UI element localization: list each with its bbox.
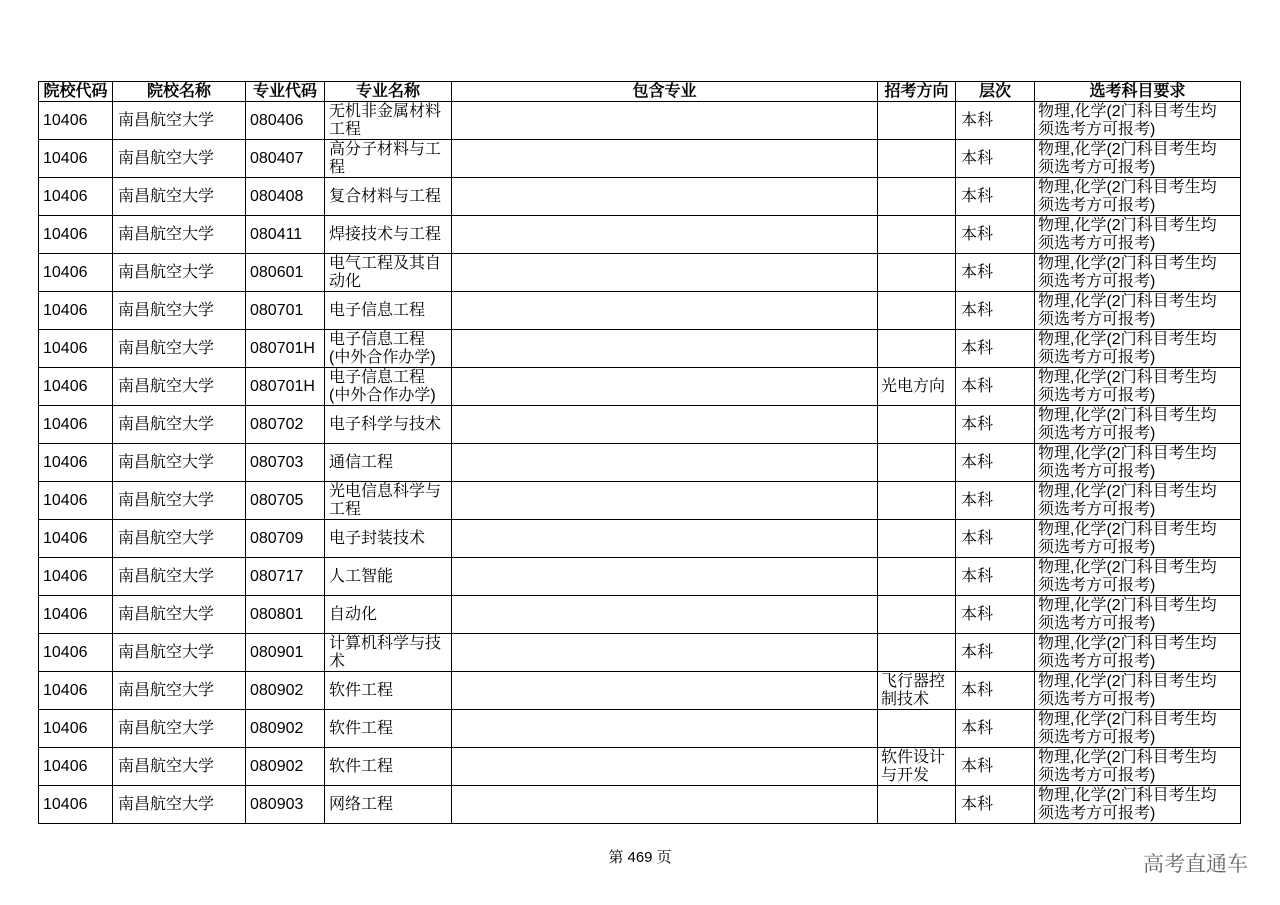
cell-subject-requirement: 物理,化学(2门科目考生均须选考方可报考) xyxy=(1035,482,1241,520)
table-row xyxy=(39,178,1241,216)
cell-subject-requirement: 物理,化学(2门科目考生均须选考方可报考) xyxy=(1035,140,1241,178)
page-number: 第 469 页 xyxy=(608,849,672,866)
cell-level: 本科 xyxy=(956,140,1035,178)
cell-major-code: 080406 xyxy=(246,102,325,140)
cell-included-majors xyxy=(452,786,878,824)
cell-major-code: 080903 xyxy=(246,786,325,824)
cell-included-majors xyxy=(452,216,878,254)
cell-direction xyxy=(878,710,956,748)
cell-subject-requirement: 物理,化学(2门科目考生均须选考方可报考) xyxy=(1035,368,1241,406)
cell-major-code: 080701H xyxy=(246,330,325,368)
cell-major-code: 080407 xyxy=(246,140,325,178)
table-row xyxy=(39,254,1241,292)
cell-school-name: 南昌航空大学 xyxy=(113,140,246,178)
cell-included-majors xyxy=(452,330,878,368)
header-major-code: 专业代码 xyxy=(246,82,325,102)
cell-direction: 软件设计与开发 xyxy=(878,748,956,786)
cell-included-majors xyxy=(452,672,878,710)
cell-major-name: 高分子材料与工程 xyxy=(325,140,452,178)
cell-subject-requirement: 物理,化学(2门科目考生均须选考方可报考) xyxy=(1035,558,1241,596)
table-row xyxy=(39,558,1241,596)
cell-school-name: 南昌航空大学 xyxy=(113,330,246,368)
cell-school-code: 10406 xyxy=(39,786,113,824)
cell-major-code: 080901 xyxy=(246,634,325,672)
cell-major-name: 软件工程 xyxy=(325,672,452,710)
cell-major-name: 电子信息工程(中外合作办学) xyxy=(325,368,452,406)
cell-school-name: 南昌航空大学 xyxy=(113,444,246,482)
cell-direction xyxy=(878,520,956,558)
cell-subject-requirement: 物理,化学(2门科目考生均须选考方可报考) xyxy=(1035,748,1241,786)
cell-subject-requirement: 物理,化学(2门科目考生均须选考方可报考) xyxy=(1035,520,1241,558)
cell-major-name: 电子科学与技术 xyxy=(325,406,452,444)
cell-included-majors xyxy=(452,406,878,444)
cell-level: 本科 xyxy=(956,786,1035,824)
cell-major-name: 光电信息科学与工程 xyxy=(325,482,452,520)
cell-school-name: 南昌航空大学 xyxy=(113,178,246,216)
table-row xyxy=(39,216,1241,254)
cell-major-name: 计算机科学与技术 xyxy=(325,634,452,672)
cell-level: 本科 xyxy=(956,178,1035,216)
table-row xyxy=(39,102,1241,140)
cell-school-code: 10406 xyxy=(39,748,113,786)
cell-school-code: 10406 xyxy=(39,216,113,254)
cell-school-name: 南昌航空大学 xyxy=(113,558,246,596)
cell-major-name: 人工智能 xyxy=(325,558,452,596)
cell-major-code: 080902 xyxy=(246,672,325,710)
cell-major-code: 080411 xyxy=(246,216,325,254)
cell-school-name: 南昌航空大学 xyxy=(113,710,246,748)
table-row xyxy=(39,672,1241,710)
cell-school-code: 10406 xyxy=(39,520,113,558)
header-subject-requirement: 选考科目要求 xyxy=(1035,82,1241,102)
cell-school-name: 南昌航空大学 xyxy=(113,216,246,254)
cell-included-majors xyxy=(452,178,878,216)
cell-level: 本科 xyxy=(956,748,1035,786)
cell-school-name: 南昌航空大学 xyxy=(113,748,246,786)
cell-school-name: 南昌航空大学 xyxy=(113,634,246,672)
header-school-name: 院校名称 xyxy=(113,82,246,102)
cell-included-majors xyxy=(452,710,878,748)
cell-school-code: 10406 xyxy=(39,254,113,292)
cell-school-code: 10406 xyxy=(39,482,113,520)
cell-direction xyxy=(878,558,956,596)
cell-school-name: 南昌航空大学 xyxy=(113,482,246,520)
cell-major-code: 080705 xyxy=(246,482,325,520)
cell-direction: 飞行器控制技术 xyxy=(878,672,956,710)
cell-included-majors xyxy=(452,140,878,178)
cell-level: 本科 xyxy=(956,634,1035,672)
cell-level: 本科 xyxy=(956,596,1035,634)
cell-school-name: 南昌航空大学 xyxy=(113,102,246,140)
cell-included-majors xyxy=(452,292,878,330)
header-included-majors: 包含专业 xyxy=(452,82,878,102)
header-school-code: 院校代码 xyxy=(39,82,113,102)
cell-major-name: 焊接技术与工程 xyxy=(325,216,452,254)
cell-major-code: 080902 xyxy=(246,710,325,748)
cell-major-name: 电子封装技术 xyxy=(325,520,452,558)
cell-school-name: 南昌航空大学 xyxy=(113,406,246,444)
cell-included-majors xyxy=(452,368,878,406)
cell-school-code: 10406 xyxy=(39,710,113,748)
table-row xyxy=(39,786,1241,824)
cell-subject-requirement: 物理,化学(2门科目考生均须选考方可报考) xyxy=(1035,596,1241,634)
admission-table xyxy=(38,81,1241,824)
cell-level: 本科 xyxy=(956,102,1035,140)
cell-subject-requirement: 物理,化学(2门科目考生均须选考方可报考) xyxy=(1035,330,1241,368)
cell-school-code: 10406 xyxy=(39,330,113,368)
cell-major-name: 电子信息工程(中外合作办学) xyxy=(325,330,452,368)
table-row xyxy=(39,520,1241,558)
table-row xyxy=(39,292,1241,330)
cell-level: 本科 xyxy=(956,672,1035,710)
cell-major-code: 080702 xyxy=(246,406,325,444)
cell-direction xyxy=(878,140,956,178)
cell-school-code: 10406 xyxy=(39,406,113,444)
cell-school-name: 南昌航空大学 xyxy=(113,672,246,710)
cell-school-code: 10406 xyxy=(39,444,113,482)
cell-level: 本科 xyxy=(956,406,1035,444)
table-body xyxy=(39,102,1241,824)
cell-direction xyxy=(878,482,956,520)
cell-subject-requirement: 物理,化学(2门科目考生均须选考方可报考) xyxy=(1035,292,1241,330)
cell-school-code: 10406 xyxy=(39,596,113,634)
table-row xyxy=(39,634,1241,672)
cell-direction xyxy=(878,444,956,482)
cell-school-name: 南昌航空大学 xyxy=(113,368,246,406)
table-row xyxy=(39,596,1241,634)
table-row xyxy=(39,368,1241,406)
cell-major-name: 网络工程 xyxy=(325,786,452,824)
cell-major-code: 080408 xyxy=(246,178,325,216)
cell-direction xyxy=(878,178,956,216)
cell-school-name: 南昌航空大学 xyxy=(113,292,246,330)
cell-school-name: 南昌航空大学 xyxy=(113,786,246,824)
cell-subject-requirement: 物理,化学(2门科目考生均须选考方可报考) xyxy=(1035,102,1241,140)
cell-major-code: 080701H xyxy=(246,368,325,406)
cell-major-name: 自动化 xyxy=(325,596,452,634)
cell-direction xyxy=(878,634,956,672)
header-direction: 招考方向 xyxy=(878,82,956,102)
cell-school-code: 10406 xyxy=(39,672,113,710)
cell-major-code: 080717 xyxy=(246,558,325,596)
header-major-name: 专业名称 xyxy=(325,82,452,102)
cell-major-name: 电子信息工程 xyxy=(325,292,452,330)
cell-direction xyxy=(878,786,956,824)
cell-included-majors xyxy=(452,102,878,140)
cell-major-name: 软件工程 xyxy=(325,710,452,748)
cell-major-code: 080701 xyxy=(246,292,325,330)
cell-major-name: 电气工程及其自动化 xyxy=(325,254,452,292)
cell-included-majors xyxy=(452,596,878,634)
cell-major-code: 080703 xyxy=(246,444,325,482)
cell-major-code: 080902 xyxy=(246,748,325,786)
cell-level: 本科 xyxy=(956,520,1035,558)
cell-major-name: 通信工程 xyxy=(325,444,452,482)
cell-subject-requirement: 物理,化学(2门科目考生均须选考方可报考) xyxy=(1035,786,1241,824)
cell-school-name: 南昌航空大学 xyxy=(113,520,246,558)
header-level: 层次 xyxy=(956,82,1035,102)
cell-included-majors xyxy=(452,748,878,786)
cell-subject-requirement: 物理,化学(2门科目考生均须选考方可报考) xyxy=(1035,216,1241,254)
cell-school-name: 南昌航空大学 xyxy=(113,596,246,634)
cell-direction xyxy=(878,254,956,292)
cell-school-code: 10406 xyxy=(39,634,113,672)
cell-level: 本科 xyxy=(956,368,1035,406)
cell-level: 本科 xyxy=(956,482,1035,520)
cell-major-name: 无机非金属材料工程 xyxy=(325,102,452,140)
cell-school-code: 10406 xyxy=(39,292,113,330)
cell-subject-requirement: 物理,化学(2门科目考生均须选考方可报考) xyxy=(1035,672,1241,710)
cell-subject-requirement: 物理,化学(2门科目考生均须选考方可报考) xyxy=(1035,634,1241,672)
cell-direction xyxy=(878,216,956,254)
table-row xyxy=(39,140,1241,178)
cell-direction: 光电方向 xyxy=(878,368,956,406)
cell-major-name: 软件工程 xyxy=(325,748,452,786)
cell-subject-requirement: 物理,化学(2门科目考生均须选考方可报考) xyxy=(1035,710,1241,748)
table-row xyxy=(39,444,1241,482)
cell-level: 本科 xyxy=(956,254,1035,292)
cell-major-code: 080801 xyxy=(246,596,325,634)
cell-subject-requirement: 物理,化学(2门科目考生均须选考方可报考) xyxy=(1035,444,1241,482)
cell-direction xyxy=(878,596,956,634)
cell-level: 本科 xyxy=(956,710,1035,748)
cell-subject-requirement: 物理,化学(2门科目考生均须选考方可报考) xyxy=(1035,254,1241,292)
cell-direction xyxy=(878,102,956,140)
table-row xyxy=(39,406,1241,444)
cell-included-majors xyxy=(452,634,878,672)
cell-included-majors xyxy=(452,482,878,520)
cell-included-majors xyxy=(452,558,878,596)
table-header-row xyxy=(39,82,1241,102)
cell-level: 本科 xyxy=(956,444,1035,482)
table-row xyxy=(39,748,1241,786)
cell-direction xyxy=(878,292,956,330)
cell-school-code: 10406 xyxy=(39,558,113,596)
cell-included-majors xyxy=(452,520,878,558)
cell-included-majors xyxy=(452,254,878,292)
table-row xyxy=(39,710,1241,748)
cell-school-code: 10406 xyxy=(39,102,113,140)
cell-school-code: 10406 xyxy=(39,178,113,216)
cell-direction xyxy=(878,406,956,444)
cell-subject-requirement: 物理,化学(2门科目考生均须选考方可报考) xyxy=(1035,178,1241,216)
table-row xyxy=(39,330,1241,368)
cell-school-code: 10406 xyxy=(39,368,113,406)
cell-school-name: 南昌航空大学 xyxy=(113,254,246,292)
cell-subject-requirement: 物理,化学(2门科目考生均须选考方可报考) xyxy=(1035,406,1241,444)
cell-level: 本科 xyxy=(956,330,1035,368)
cell-level: 本科 xyxy=(956,216,1035,254)
cell-major-name: 复合材料与工程 xyxy=(325,178,452,216)
cell-major-code: 080709 xyxy=(246,520,325,558)
table-row xyxy=(39,482,1241,520)
cell-included-majors xyxy=(452,444,878,482)
cell-school-code: 10406 xyxy=(39,140,113,178)
cell-level: 本科 xyxy=(956,292,1035,330)
cell-direction xyxy=(878,330,956,368)
cell-major-code: 080601 xyxy=(246,254,325,292)
cell-level: 本科 xyxy=(956,558,1035,596)
watermark-text: 高考直通车 xyxy=(1143,853,1248,876)
